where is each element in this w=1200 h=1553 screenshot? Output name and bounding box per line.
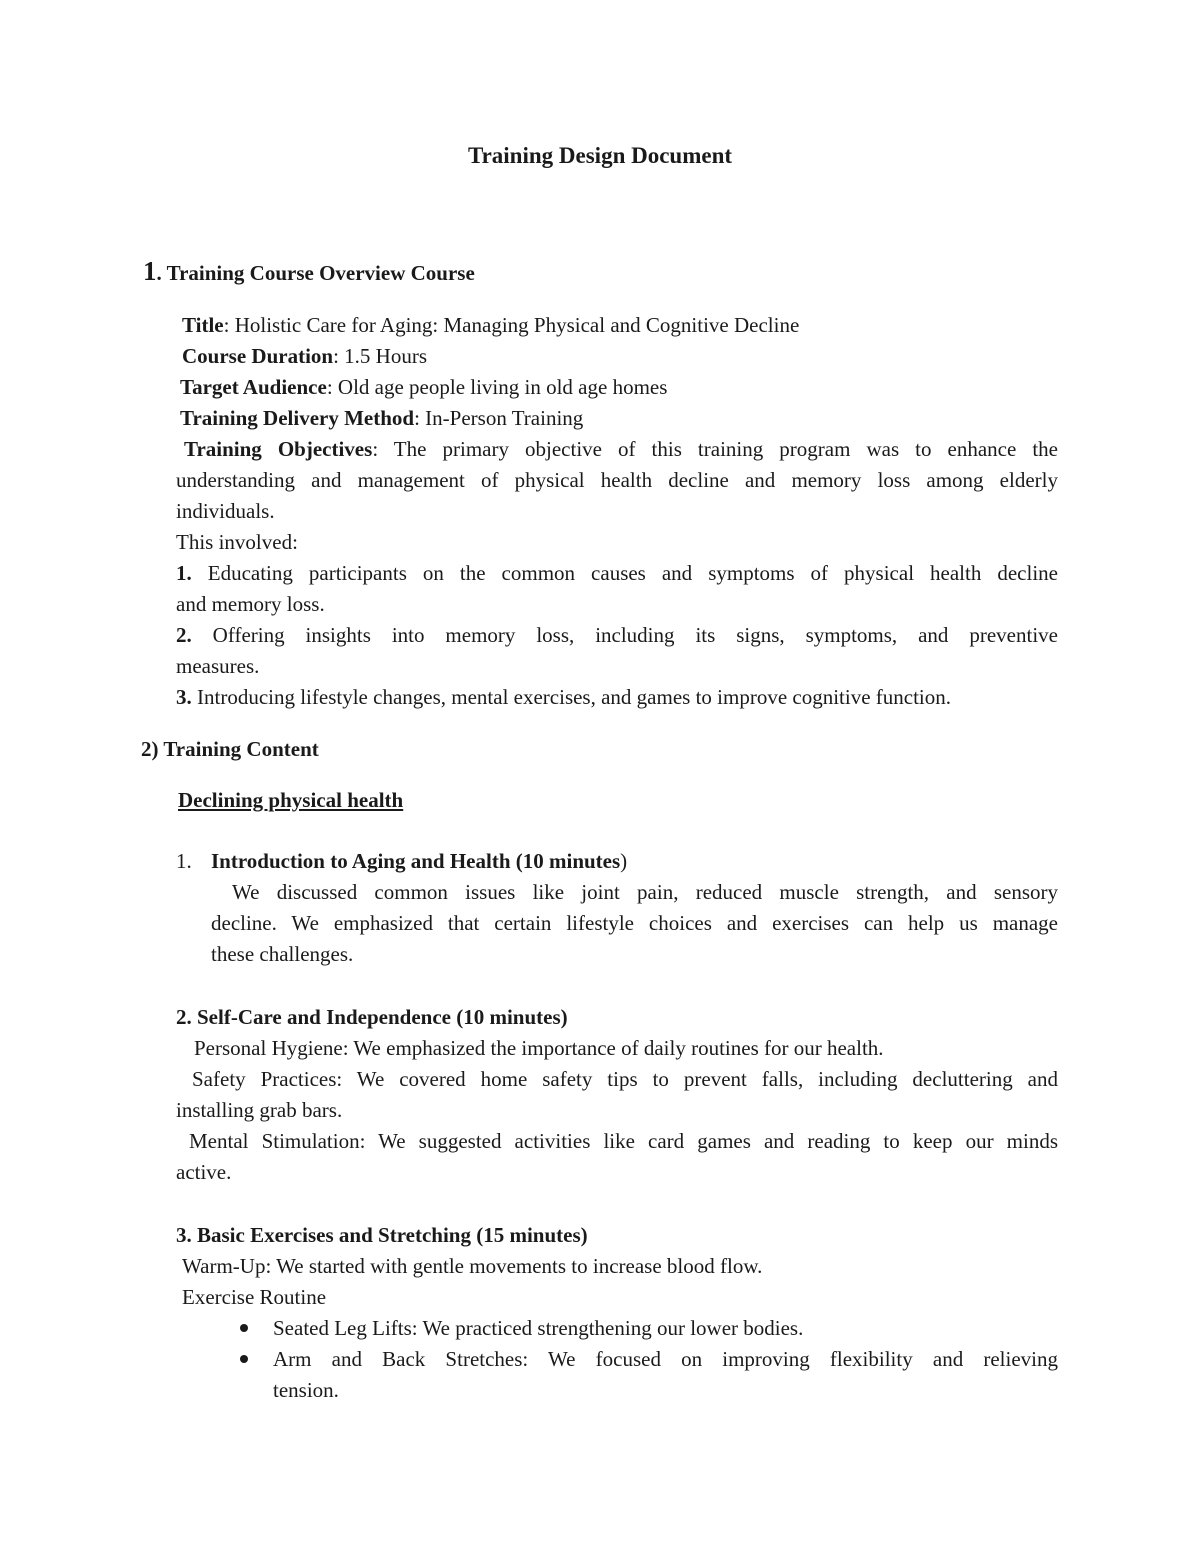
topic-1-line-1: We discussed common issues like joint pain, reduced muscle strength, and sensory bbox=[232, 880, 1058, 904]
course-title-label: Title bbox=[182, 313, 224, 337]
objective-item-2 bbox=[176, 620, 1058, 651]
topic-1-heading bbox=[211, 846, 627, 877]
objective-item-3 bbox=[176, 682, 951, 713]
safety-practices-line-1: Safety Practices: We covered home safety tips to prevent falls, including decluttering and bbox=[192, 1067, 1058, 1091]
bullet-item-arm-back-stretches-cont: tension. bbox=[273, 1378, 339, 1402]
subheading-declining-physical-health: Declining physical health bbox=[178, 788, 404, 812]
section-2-heading: 2) Training Content bbox=[141, 737, 319, 761]
topic-2-heading: 2. Self-Care and Independence (10 minutes) bbox=[176, 1005, 568, 1029]
topic-1-heading-paren: ) bbox=[620, 849, 628, 873]
objectives-line-1 bbox=[184, 434, 1058, 465]
objective-item-3-text: Introducing lifestyle changes, mental exercises, and games to improve cognitive function. bbox=[191, 685, 952, 709]
course-duration-label: Course Duration bbox=[182, 344, 334, 368]
topic-3-heading: 3. Basic Exercises and Stretching (15 minutes) bbox=[176, 1223, 588, 1247]
course-title-row bbox=[182, 310, 799, 341]
objectives-line-3: individuals. bbox=[176, 499, 275, 523]
objective-item-2-text: Offering insights into memory loss, including its signs, symptoms, and preventive bbox=[191, 623, 1058, 647]
course-duration-row bbox=[182, 341, 427, 372]
objective-item-1-cont: and memory loss. bbox=[176, 592, 325, 616]
bullet-icon bbox=[240, 1324, 248, 1332]
exercise-routine-label: Exercise Routine bbox=[182, 1285, 327, 1309]
document-title: Training Design Document bbox=[467, 143, 733, 168]
delivery-method-row bbox=[180, 403, 583, 434]
mental-stimulation-line-2: active. bbox=[176, 1160, 232, 1184]
personal-hygiene-text: Personal Hygiene: We emphasized the importance of daily routines for our health. bbox=[194, 1036, 884, 1060]
objective-item-1 bbox=[176, 558, 1058, 589]
topic-1-line-2: decline. We emphasized that certain lifestyle choices and exercises can help us manage bbox=[211, 911, 1058, 935]
objective-item-2-cont: measures. bbox=[176, 654, 260, 678]
topic-1-line-3: these challenges. bbox=[211, 942, 354, 966]
objective-item-3-number: 3. bbox=[176, 685, 192, 709]
bullet-icon bbox=[240, 1355, 248, 1363]
mental-stimulation-line-1: Mental Stimulation: We suggested activities like card games and reading to keep our minds bbox=[189, 1129, 1058, 1153]
objective-item-1-number: 1. bbox=[176, 561, 192, 585]
section-1-heading bbox=[143, 256, 475, 289]
bullet-item-arm-back-stretches: Arm and Back Stretches: We focused on improving flexibility and relieving bbox=[273, 1347, 1058, 1371]
target-audience-value: : Old age people living in old age homes bbox=[326, 375, 668, 399]
bullet-item-seated-leg-lifts: Seated Leg Lifts: We practiced strengthening our lower bodies. bbox=[273, 1316, 804, 1340]
target-audience-label: Target Audience bbox=[180, 375, 327, 399]
topic-1-number: 1. bbox=[176, 849, 192, 873]
section-1-heading-text: . Training Course Overview Course bbox=[156, 261, 475, 285]
topic-1-heading-text: Introduction to Aging and Health (10 minutes bbox=[211, 849, 621, 873]
target-audience-row bbox=[180, 372, 667, 403]
involved-text: This involved: bbox=[176, 530, 298, 554]
section-1-number: 1 bbox=[143, 256, 157, 286]
objectives-label: Training Objectives bbox=[184, 437, 373, 461]
safety-practices-line-2: installing grab bars. bbox=[176, 1098, 343, 1122]
warm-up-text: Warm-Up: We started with gentle movements to increase blood flow. bbox=[182, 1254, 763, 1278]
objective-item-2-number: 2. bbox=[176, 623, 192, 647]
course-duration-value: : 1.5 Hours bbox=[333, 344, 428, 368]
objectives-text-1: : The primary objective of this training program was to enhance the bbox=[372, 437, 1058, 461]
objective-item-1-text: Educating participants on the common causes and symptoms of physical health decline bbox=[191, 561, 1058, 585]
objectives-line-2: understanding and management of physical health decline and memory loss among elderly bbox=[176, 468, 1058, 492]
delivery-method-label: Training Delivery Method bbox=[180, 406, 415, 430]
course-title-value: : Holistic Care for Aging: Managing Physical and Cognitive Decline bbox=[223, 313, 800, 337]
delivery-method-value: : In-Person Training bbox=[414, 406, 584, 430]
